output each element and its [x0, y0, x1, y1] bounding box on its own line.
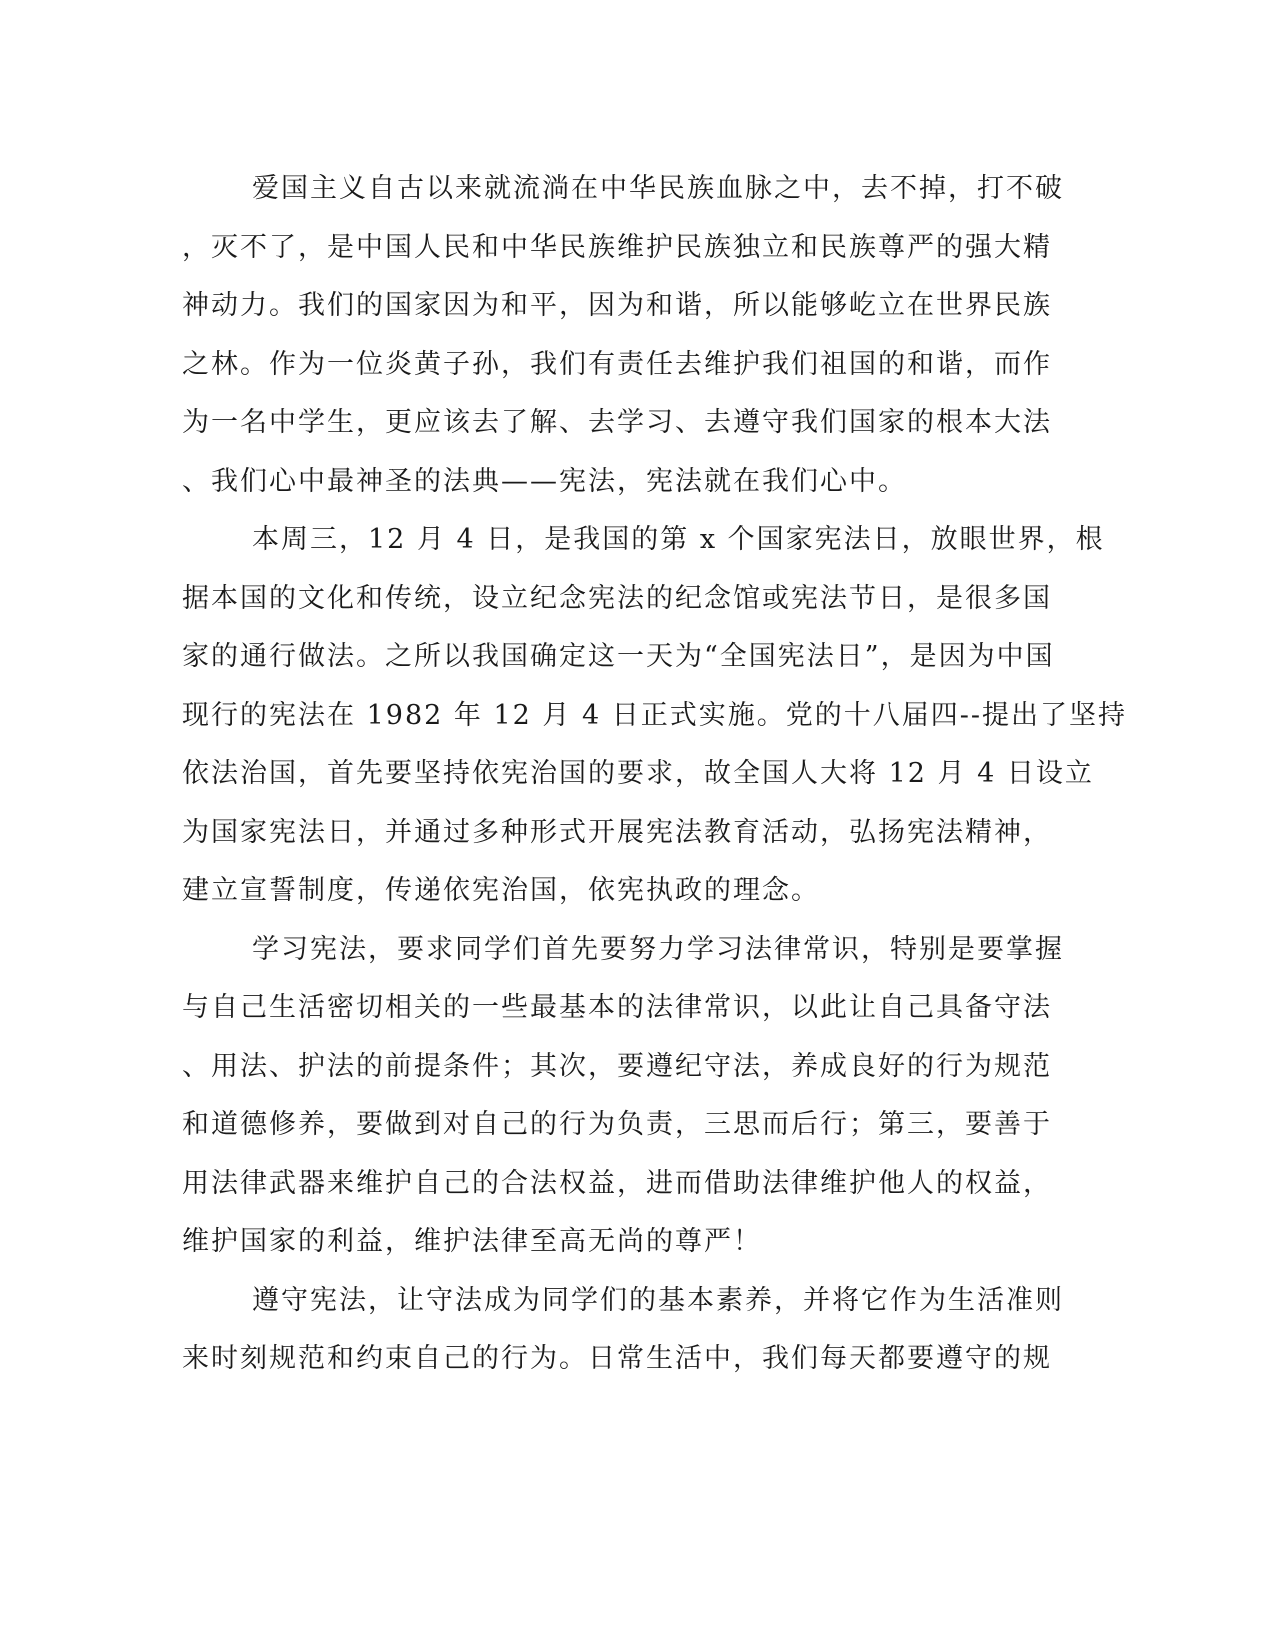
- text-line: 用法律武器来维护自己的合法权益，进而借助法律维护他人的权益，: [182, 1167, 1052, 1199]
- text-line: 神动力。我们的国家因为和平，因为和谐，所以能够屹立在世界民族: [182, 290, 1052, 321]
- text-line: 学习宪法，要求同学们首先要努力学习法律常识，特别是要掌握: [252, 933, 1064, 965]
- text-line: 遵守宪法，让守法成为同学们的基本素养，并将它作为生活准则: [252, 1284, 1064, 1316]
- text-line: 现行的宪法在 1982 年 12 月 4 日正式实施。党的十八届四--提出了坚持: [182, 699, 1127, 731]
- text-line: 、用法、护法的前提条件；其次，要遵纪守法，养成良好的行为规范: [182, 1050, 1052, 1082]
- text-line: 维护国家的利益，维护法律至高无尚的尊严！: [182, 1226, 762, 1257]
- text-line: 为一名中学生，更应该去了解、去学习、去遵守我们国家的根本大法: [182, 407, 1052, 438]
- text-line: 之林。作为一位炎黄子孙，我们有责任去维护我们祖国的和谐，而作: [182, 348, 1052, 380]
- text-line: 和道德修养，要做到对自己的行为负责，三思而后行；第三，要善于: [182, 1109, 1052, 1140]
- text-line: ，灭不了，是中国人民和中华民族维护民族独立和民族尊严的强大精: [182, 231, 1052, 263]
- paragraph-4: [182, 1272, 1064, 1389]
- text-line: 爱国主义自古以来就流淌在中华民族血脉之中，去不掉，打不破: [252, 173, 1064, 204]
- text-line: 建立宣誓制度，传递依宪治国，依宪执政的理念。: [182, 875, 820, 906]
- text-line: 为国家宪法日，并通过多种形式开展宪法教育活动，弘扬宪法精神，: [182, 816, 1052, 848]
- text-line: 与自己生活密切相关的一些最基本的法律常识，以此让自己具备守法: [182, 992, 1052, 1023]
- paragraph-3: [182, 921, 1064, 1272]
- text-line: 本周三，12 月 4 日，是我国的第 x 个国家宪法日，放眼世界，根: [252, 524, 1105, 555]
- document-body: [182, 160, 1127, 1389]
- text-line: 、我们心中最神圣的法典——宪法，宪法就在我们心中。: [182, 465, 907, 497]
- paragraph-1: [182, 160, 1064, 511]
- text-line: 来时刻规范和约束自己的行为。日常生活中，我们每天都要遵守的规: [182, 1343, 1052, 1374]
- text-line: 据本国的文化和传统，设立纪念宪法的纪念馆或宪法节日，是很多国: [182, 582, 1052, 614]
- text-line: 家的通行做法。之所以我国确定这一天为“全国宪法日”，是因为中国: [182, 641, 1055, 672]
- paragraph-2: [182, 511, 1127, 921]
- text-line: 依法治国，首先要坚持依宪治国的要求，故全国人大将 12 月 4 日设立: [182, 758, 1094, 789]
